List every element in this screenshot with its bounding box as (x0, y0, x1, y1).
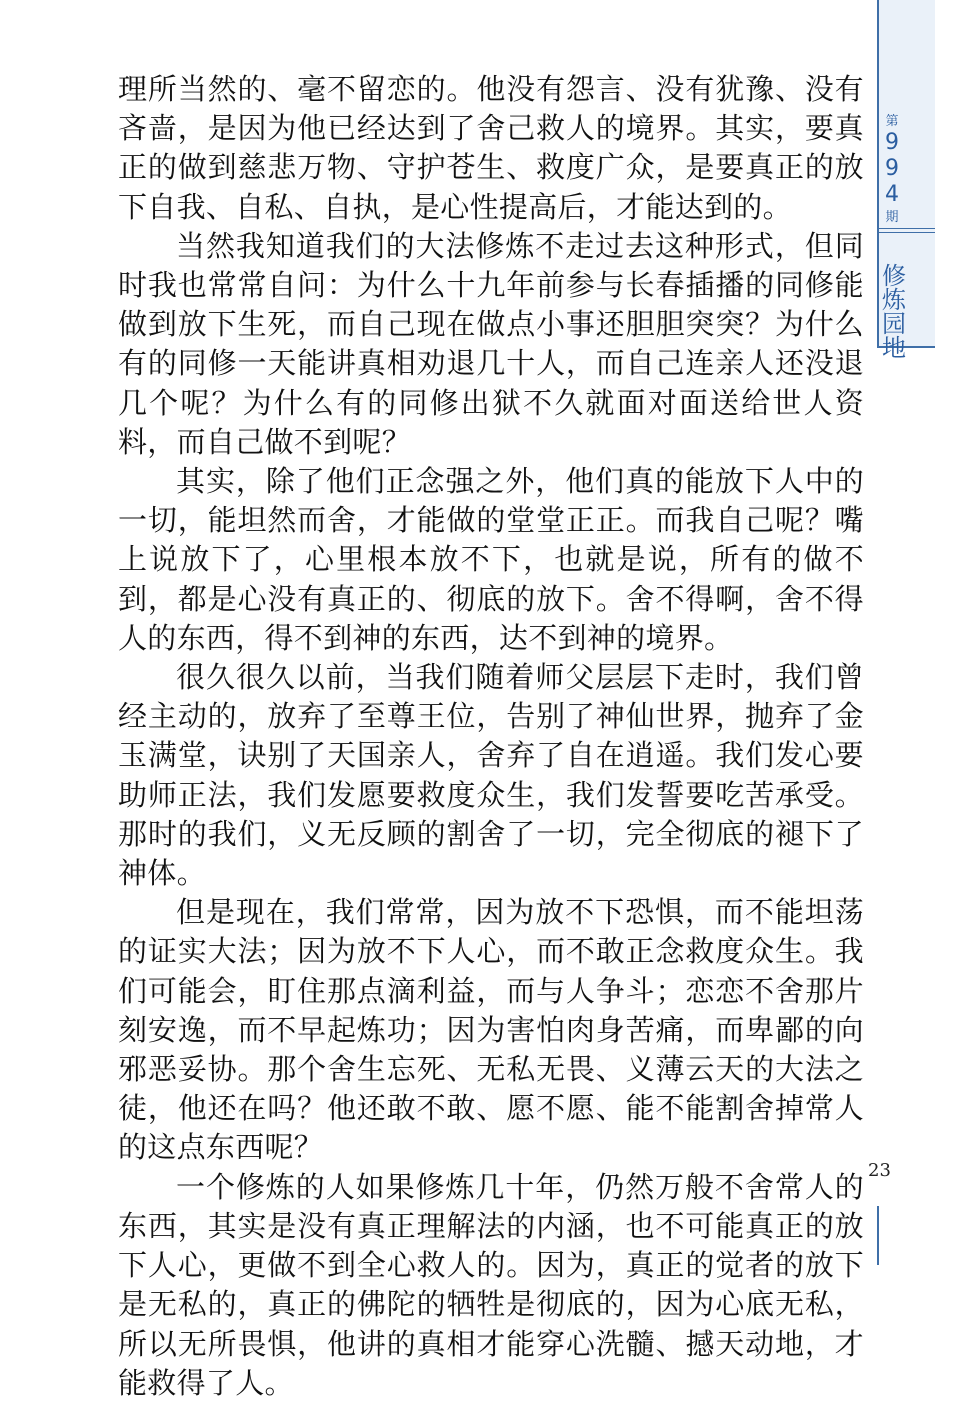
paragraph: 其实，除了他们正念强之外，他们真的能放下人中的一切，能坦然而舍，才能做的堂堂正正。而我自己呢？嘴上说放下了，心里根本放不下，也就是说，所有的做不到，都是心没有真正的、彻底的放下。舍不得啊，舍不得人的东西，得不到神的东西，达不到神的境界。 (118, 464, 864, 655)
issue-prefix: 第 (885, 114, 899, 129)
paragraph: 很久很久以前，当我们随着师父层层下走时，我们曾经主动的，放弃了至尊王位，告别了神仙世界，抛弃了金玉满堂，诀别了天国亲人，舍弃了自在逍遥。我们发心要助师正法，我们发愿要救度众生，我们发誓要吃苦承受。那时的我们，义无反顾的割舍了一切，完全彻底的褪下了神体。 (118, 660, 864, 891)
issue-number-text: 994 (885, 130, 899, 207)
section-title (879, 240, 909, 360)
page-number: 23 (868, 1160, 891, 1181)
paragraph: 当然我知道我们的大法修炼不走过去这种形式，但同时我也常常自问：为什么十九年前参与长春插播的同修能做到放下生死，而自己现在做点小事还胆胆突突？为什么有的同修一天能讲真相劝退几十人，而自己连亲人还没退几个呢？为什么有的同修出狱不久就面对面送给世人资料，而自己做不到呢？ (118, 228, 864, 459)
article-body (118, 70, 864, 1403)
issue-suffix: 期 (885, 210, 899, 225)
issue-sidebar (877, 0, 935, 362)
margin-rule (877, 1206, 879, 1265)
paragraph: 一个修炼的人如果修炼几十年，仍然万般不舍常人的东西，其实是没有真正理解法的内涵，也不可能真正的放下人心，更做不到全心救人的。因为，真正的觉者的放下是无私的，真正的佛陀的牺牲是彻底的，因为心底无私，所以无所畏惧，他讲的真相才能穿心洗髓、撼天动地，才能救得了人。 (118, 1169, 864, 1400)
section-title-text: 修炼园地 (882, 262, 906, 362)
sidebar-divider (879, 228, 935, 233)
issue-number (879, 130, 905, 208)
paragraph: 但是现在，我们常常，因为放不下恐惧，而不能坦荡的证实大法；因为放不下人心，而不敢正念救度众生。我们可能会，盯住那点滴利益，而与人争斗；恋恋不舍那片刻安逸，而不早起炼功；因为害怕肉身苦痛，而卑鄙的向邪恶妥协。那个舍生忘死、无私无畏、义薄云天的大法之徒，他还在吗？他还敢不敢、愿不愿、能不能割舍掉常人的这点东西呢？ (118, 895, 864, 1165)
paragraph: 理所当然的、毫不留恋的。他没有怨言、没有犹豫、没有吝啬，是因为他已经达到了舍己救人的境界。其实，要真正的做到慈悲万物、守护苍生、救度广众，是要真正的放下自我、自私、自执，是心性提高后，才能达到的。 (118, 72, 864, 224)
